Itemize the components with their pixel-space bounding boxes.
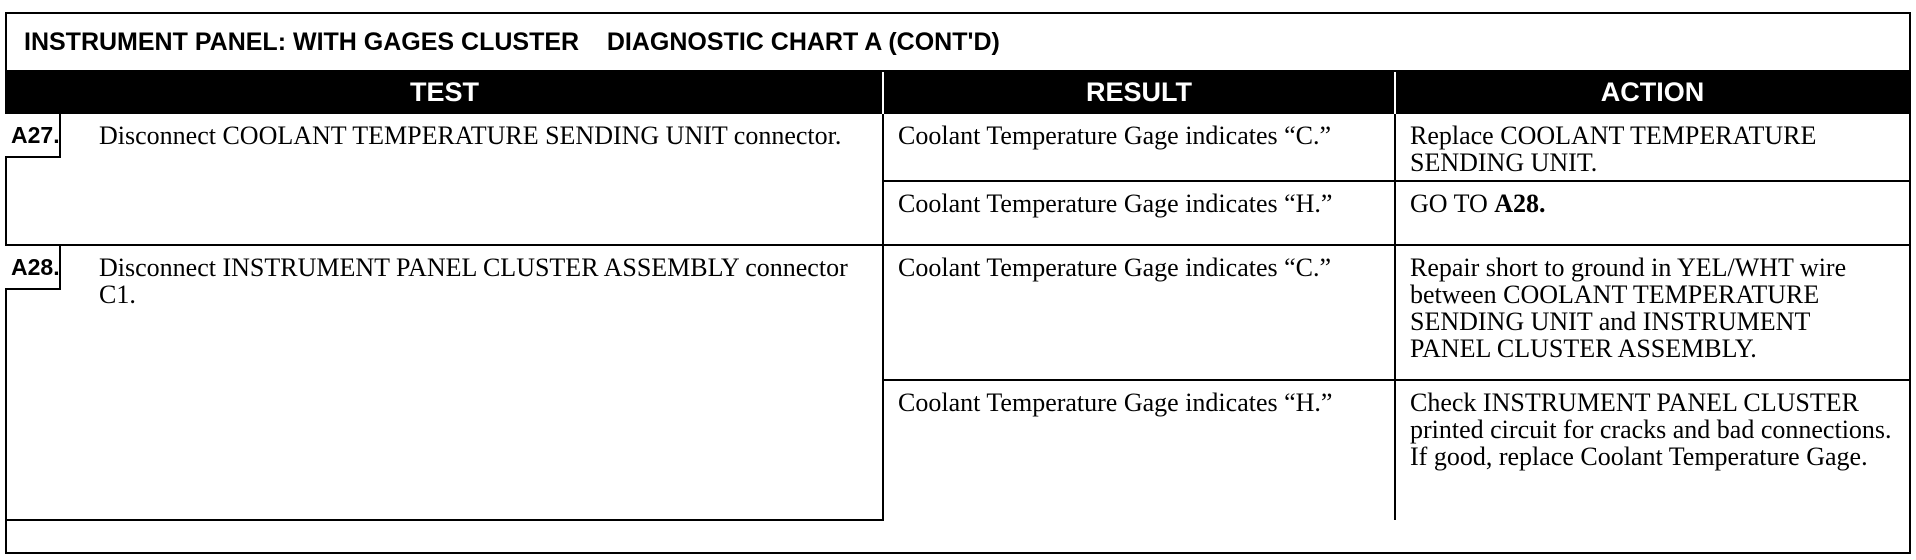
title-text: INSTRUMENT PANEL: WITH GAGES CLUSTER bbox=[24, 28, 580, 56]
action-cell: Replace COOLANT TEMPERATURE SENDING UNIT. bbox=[1395, 113, 1909, 181]
chart-title bbox=[7, 14, 1909, 72]
result-cell: Coolant Temperature Gage indicates “C.” bbox=[883, 113, 1395, 181]
step-reference: A28. bbox=[1494, 189, 1546, 218]
test-instruction: Disconnect COOLANT TEMPERATURE SENDING UNIT connector. bbox=[99, 121, 842, 150]
action-text: GO TO bbox=[1410, 189, 1495, 218]
action-cell bbox=[1395, 181, 1909, 245]
result-cell: Coolant Temperature Gage indicates “H.” bbox=[883, 181, 1395, 245]
action-cell: Check INSTRUMENT PANEL CLUSTER printed circuit for cracks and bad connections. If good, replace Coolant Temperature Gage. bbox=[1395, 380, 1909, 520]
table-row bbox=[7, 245, 1909, 380]
column-header-result: RESULT bbox=[883, 72, 1395, 113]
step-id-badge: A28. bbox=[5, 244, 61, 290]
result-cell: Coolant Temperature Gage indicates “H.” bbox=[883, 380, 1395, 520]
test-instruction: Disconnect INSTRUMENT PANEL CLUSTER ASSEMBLY connector C1. bbox=[99, 253, 848, 309]
test-cell bbox=[7, 113, 883, 245]
chart-name: DIAGNOSTIC CHART A (CONT'D) bbox=[606, 28, 1000, 56]
step-id-badge: A27. bbox=[5, 112, 61, 158]
result-cell: Coolant Temperature Gage indicates “C.” bbox=[883, 245, 1395, 380]
diagnostic-table bbox=[7, 72, 1909, 521]
column-header-action: ACTION bbox=[1395, 72, 1909, 113]
diagnostic-chart bbox=[5, 12, 1911, 554]
column-header-test: TEST bbox=[7, 72, 883, 113]
table-row bbox=[7, 113, 1909, 181]
action-cell: Repair short to ground in YEL/WHT wire between COOLANT TEMPERATURE SENDING UNIT and INSTRUMENT PANEL CLUSTER ASSEMBLY. bbox=[1395, 245, 1909, 380]
column-header-row bbox=[7, 72, 1909, 113]
test-cell bbox=[7, 245, 883, 520]
